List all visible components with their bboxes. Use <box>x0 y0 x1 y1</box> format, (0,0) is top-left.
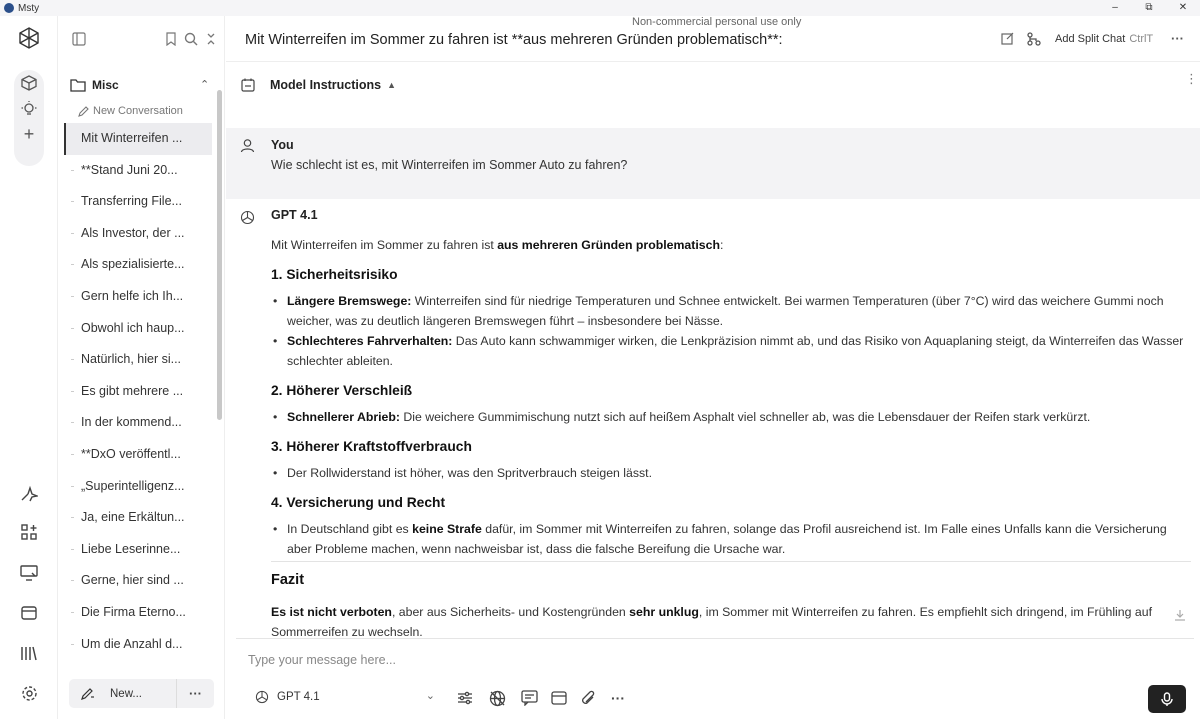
folder-label: Misc <box>92 78 119 92</box>
license-watermark: Non-commercial personal use only <box>632 16 802 28</box>
conversation-title: Gern helfe ich Ih... <box>81 288 184 303</box>
list-item: • Der Rollwiderstand ist höher, was den Spritverbrauch steigen lässt. <box>271 463 1191 483</box>
model-selector[interactable] <box>245 683 445 711</box>
chevron-down-icon: ⌄ <box>425 690 435 702</box>
caret-up-icon: ▲ <box>387 80 397 90</box>
bullet-list <box>271 463 1191 483</box>
new-conversation-link[interactable] <box>78 105 183 117</box>
conversation-title: **Stand Juni 20... <box>81 162 178 177</box>
app-logo-icon <box>4 3 14 13</box>
folder-icon <box>70 78 86 92</box>
conclusion-heading: Fazit <box>271 572 305 588</box>
conversation-item[interactable] <box>64 186 212 218</box>
sidebar-toggle-icon[interactable] <box>70 30 88 48</box>
attach-icon[interactable] <box>578 688 598 708</box>
conversation-item[interactable] <box>64 439 212 471</box>
sparkle-icon[interactable] <box>17 481 41 505</box>
download-icon[interactable] <box>1174 609 1186 624</box>
conversation-item[interactable] <box>64 629 212 661</box>
bullet-list <box>271 407 1191 427</box>
list-item: • Schlechteres Fahrverhalten: Das Auto kann schwammiger wirken, die Lenkpräzision nimmt ab, und das Risiko von Aquaplaning steigt, da Winterreifen das Wasser schlechter ableiten. <box>271 331 1191 371</box>
collapse-icon[interactable] <box>202 30 220 48</box>
model-name: GPT 4.1 <box>277 691 320 703</box>
conversation-title: Liebe Leserinne... <box>81 541 181 556</box>
app-title: Msty <box>18 2 40 14</box>
user-message <box>226 128 1200 199</box>
split-label: Add Split Chat <box>1055 33 1126 45</box>
branch-icon[interactable] <box>1027 32 1041 46</box>
message-composer <box>236 638 1194 719</box>
header-more-button[interactable]: ··· <box>1171 31 1184 46</box>
archive-icon[interactable] <box>549 688 569 708</box>
new-button-label: New... <box>110 687 142 700</box>
conversation-title: Obwohl ich haup... <box>81 320 185 335</box>
composer-more-button[interactable]: ··· <box>611 690 625 706</box>
msty-logo-icon[interactable] <box>17 26 41 50</box>
sidebar-toolbar <box>58 30 225 50</box>
conversation-item[interactable] <box>64 123 212 155</box>
bullet-list <box>271 291 1191 371</box>
apps-icon[interactable] <box>17 520 41 544</box>
plus-icon[interactable]: + <box>23 123 35 144</box>
user-author: You <box>271 138 294 152</box>
folder-misc[interactable] <box>70 78 119 92</box>
ai-message-body <box>271 235 1191 642</box>
cube-icon[interactable] <box>17 71 41 95</box>
vertical-more-icon[interactable]: ⋮ <box>1185 71 1198 86</box>
conversation-item[interactable] <box>64 344 212 376</box>
conversation-list <box>64 123 212 660</box>
divider <box>271 561 1191 562</box>
user-message-text: Wie schlecht ist es, mit Winterreifen im Sommer Auto zu fahren? <box>271 158 628 172</box>
conclusion-text: Es ist nicht verboten, aber aus Sicherheits- und Kostengründen sehr unklug, im Sommer mit Winterreifen zu fahren. Es empfiehlt sich dringend, im Frühling auf Sommerreifen zu wechseln. <box>271 605 1152 639</box>
section-heading: 2. Höherer Verschleiß <box>271 383 413 398</box>
gear-icon[interactable] <box>17 681 41 705</box>
conversation-item[interactable] <box>64 218 212 250</box>
more-options-button[interactable]: ··· <box>189 686 202 701</box>
conversation-title: Mit Winterreifen ... <box>81 131 183 145</box>
conversation-title: Die Firma Eterno... <box>81 604 186 619</box>
conversation-title: Es gibt mehrere ... <box>81 383 184 398</box>
split-shortcut: CtrlT <box>1129 33 1154 45</box>
ai-author: GPT 4.1 <box>271 208 318 222</box>
conversation-title: Ja, eine Erkältun... <box>81 510 185 525</box>
add-split-chat-button[interactable] <box>1055 33 1153 45</box>
sidebar-scrollbar[interactable] <box>217 90 222 420</box>
conversation-title: **DxO veröffentl... <box>81 446 181 461</box>
nav-rail <box>0 16 58 719</box>
close-button[interactable]: ✕ <box>1178 2 1188 13</box>
conversation-item[interactable] <box>64 249 212 281</box>
bulb-icon[interactable] <box>17 97 41 121</box>
sidebar-footer <box>69 679 214 708</box>
conversation-title: Um die Anzahl d... <box>81 636 183 651</box>
section-heading: 3. Höherer Kraftstoffverbrauch <box>271 439 472 454</box>
bullet-list <box>271 519 1191 559</box>
model-instructions-toggle[interactable] <box>241 78 396 92</box>
conversation-item[interactable] <box>64 376 212 408</box>
box-icon[interactable] <box>17 601 41 625</box>
message-input[interactable] <box>248 653 848 667</box>
conversation-sidebar <box>58 16 225 719</box>
conversation-item[interactable] <box>64 565 212 597</box>
chat-title[interactable]: Mit Winterreifen im Sommer zu fahren ist **aus mehreren Gründen problematisch**: <box>245 32 783 48</box>
list-item: • Schnellerer Abrieb: Die weichere Gummimischung nutzt sich auf heißem Asphalt viel schneller ab, was die Lebensdauer der Reifen stark verkürzt. <box>271 407 1191 427</box>
conversation-item[interactable] <box>64 281 212 313</box>
model-instructions-label: Model Instructions <box>270 78 382 92</box>
user-icon <box>240 138 255 156</box>
edit-icon <box>78 106 89 117</box>
list-item: • Längere Bremswege: Winterreifen sind für niedrige Temperaturen und Schnee entwickelt. Bei warmen Temperaturen (über 7°C) wird das weichere Gummi noch weicher, was zu deutlich längeren Bremswegen führt – insbesondere bei Nässe. <box>271 291 1191 331</box>
library-icon[interactable] <box>17 641 41 665</box>
minimize-button[interactable]: – <box>1112 2 1118 13</box>
chat-main <box>226 62 1200 719</box>
window-controls <box>1098 0 1200 16</box>
screen-icon[interactable] <box>17 561 41 585</box>
calendar-icon <box>241 78 255 92</box>
new-button[interactable] <box>69 679 177 708</box>
edit-title-icon[interactable] <box>1001 32 1014 45</box>
conversation-item[interactable] <box>64 155 212 187</box>
title-bar <box>0 0 1200 16</box>
mic-icon <box>1161 692 1173 707</box>
conversation-title: „Superintelligenz... <box>81 478 185 493</box>
conversation-title: In der kommend... <box>81 415 182 430</box>
conversation-item[interactable] <box>64 471 212 503</box>
sliders-icon[interactable] <box>455 688 475 708</box>
conversation-title: Als Investor, der ... <box>81 225 185 240</box>
chevron-up-icon[interactable]: ⌃ <box>200 79 210 91</box>
conversation-item[interactable] <box>64 407 212 439</box>
bookmark-icon[interactable] <box>162 30 180 48</box>
list-item: • In Deutschland gibt es keine Strafe dafür, im Sommer mit Winterreifen zu fahren, solange das Profil ausreichend ist. Im Falle eines Unfalls kann die Versicherung aber Probleme machen, wenn nachweisbar ist, dass die falsche Bereifung die Ursache war. <box>271 519 1191 559</box>
prompt-icon[interactable] <box>519 688 539 708</box>
conversation-title: Natürlich, hier si... <box>81 352 182 367</box>
conversation-item[interactable] <box>64 597 212 629</box>
new-conversation-label: New Conversation <box>93 105 183 117</box>
search-icon[interactable] <box>182 30 200 48</box>
section-heading: 4. Versicherung und Recht <box>271 495 446 510</box>
conversation-item[interactable] <box>64 534 212 566</box>
new-chat-icon <box>81 687 94 700</box>
globe-off-icon[interactable] <box>487 688 507 708</box>
openai-icon <box>255 690 269 704</box>
conversation-item[interactable] <box>64 502 212 534</box>
ai-intro: Mit Winterreifen im Sommer zu fahren ist aus mehreren Gründen problematisch: <box>271 238 724 252</box>
chat-header <box>226 16 1200 62</box>
section-heading: 1. Sicherheitsrisiko <box>271 267 398 282</box>
conversation-title: Als spezialisierte... <box>81 257 185 272</box>
mic-button[interactable] <box>1148 685 1186 713</box>
openai-icon <box>240 210 255 228</box>
conversation-title: Gerne, hier sind ... <box>81 573 184 588</box>
conversation-item[interactable] <box>64 313 212 345</box>
maximize-button[interactable]: ⧉ <box>1145 2 1153 13</box>
conversation-title: Transferring File... <box>81 194 182 209</box>
